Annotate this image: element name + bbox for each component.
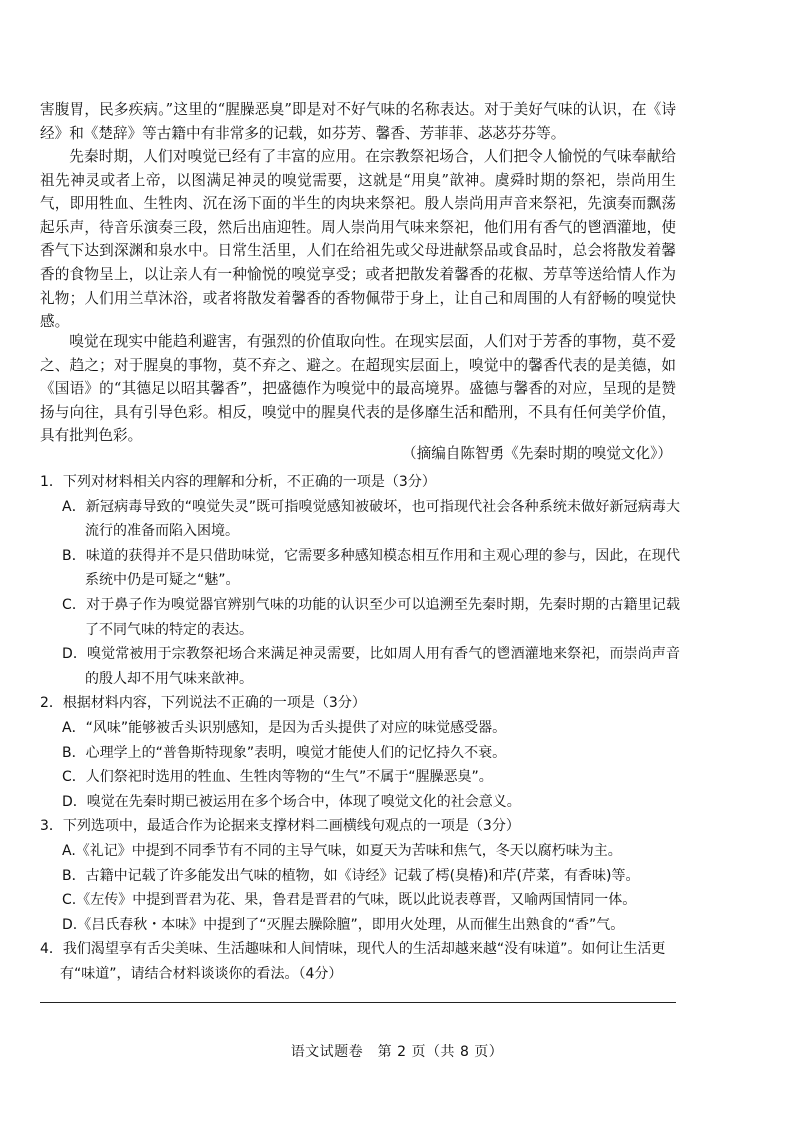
question-2-option-b: B．心理学上的“普鲁斯特现象”表明，嗅觉才能使人们的记忆持久不衰。 xyxy=(62,744,507,761)
question-4 xyxy=(40,937,680,986)
footer-divider xyxy=(40,1002,676,1003)
passage-paragraph-1: 害腹胃，民多疾病。”这里的“腥臊恶臭”即是对不好气味的名称表达。对于美好气味的认识，在《诗经》和《楚辞》等古籍中有非常多的记载，如芬芳、馨香、芳菲菲、苾苾芬芬等。 xyxy=(40,101,676,142)
question-1-title: 1．下列对材料相关内容的理解和分析，不正确的一项是（3分） xyxy=(40,474,436,490)
question-3 xyxy=(40,814,680,937)
question-2-option-c: C．人们祭祀时选用的牲血、生牲肉等物的“生气”不属于“腥臊恶臭”。 xyxy=(62,769,493,786)
question-1-option-c: C．对于鼻子作为嗅觉器官辨别气味的功能的认识至少可以追溯至先秦时期，先秦时期的古籍里记载了不同气味的特定的表达。 xyxy=(62,596,680,638)
question-1-option-d: D．嗅觉常被用于宗教祭祀场合来满足神灵需要，比如周人用有香气的鬯酒灌地来祭祀，而崇尚声音的殷人却不用气味来歆神。 xyxy=(62,646,680,687)
question-3-option-a: A.《礼记》中提到不同季节有不同的主导气味，如夏天为苦味和焦气，冬天以腐朽味为主。 xyxy=(62,842,622,859)
question-2 xyxy=(40,691,680,814)
question-2-title: 2．根据材料内容，下列说法不正确的一项是（3分） xyxy=(40,695,366,712)
question-3-title: 3．下列选项中，最适合作为论据来支撑材料二画横线句观点的一项是（3分） xyxy=(40,818,520,835)
question-3-option-c: C.《左传》中提到晋君为花、果，鲁君是晋君的气味，既以此说表尊晋，又喻两国情同一体。 xyxy=(62,892,637,909)
page-footer: 语文试题卷 第 2 页（共 8 页） xyxy=(290,1044,504,1060)
passage-paragraph-3: 嗅觉在现实中能趋利避害，有强烈的价值取向性。在现实层面，人们对于芳香的事物，莫不爱之、趋之；对于腥臭的事物，莫不弃之、避之。在超现实层面上，嗅觉中的馨香代表的是美德，如《国语》的“其德足以昭其馨香”，把盛德作为嗅觉中的最高境界。盛德与馨香的对应，呈现的是赞扬与向往，具有引导色彩。相反，嗅觉中的腥臭代表的是侈靡生活和酷刑，不具有任何美学价值，具有批判色彩。 xyxy=(40,333,676,445)
question-4-title: 4．我们渴望享有舌尖美味、生活趣味和人间情味，现代人的生活却越来越“没有味道”。如何让生活更有“味道”，请结合材料谈谈你的看法。（4分） xyxy=(40,941,666,982)
passage-paragraph-2: 先秦时期，人们对嗅觉已经有了丰富的应用。在宗教祭祀场合，人们把令人愉悦的气味奉献给祖先神灵或者上帝，以图满足神灵的嗅觉需要，这就是“用臭”歆神。虞舜时期的祭祀，崇尚用生气，即用牲血、生牲肉、沉在汤下面的半生的肉块来祭祀。殷人崇尚用声音来祭祀，先演奏而飘荡起乐声，待音乐演奏三段，然后出庙迎牲。周人崇尚用气味来祭祀，他们用有香气的鬯酒灌地，使香气下达到深渊和泉水中。日常生活里，人们在给祖先或父母进献祭品或食品时，总会将散发着馨香的食物呈上，以让亲人有一种愉悦的嗅觉享受；或者把散发着馨香的花椒、芳草等送给情人作为礼物；人们用兰草沐浴，或者将散发着馨香的香物佩带于身上，让自己和周围的人有舒畅的嗅觉快感。 xyxy=(40,148,676,331)
questions-section xyxy=(40,470,680,986)
passage-source: （摘编自陈智勇《先秦时期的嗅觉文化》） xyxy=(402,445,672,462)
question-1-option-b: B．味道的获得并不是只借助味觉，它需要多种感知模态相互作用和主观心理的参与，因此，在现代系统中仍是可疑之“魅”。 xyxy=(62,547,680,589)
question-1-option-a: A．新冠病毒导致的“嗅觉失灵”既可指嗅觉感知被破坏，也可指现代社会各种系统未做好新冠病毒大流行的准备而陷入困境。 xyxy=(62,498,680,540)
question-3-option-b: B．古籍中记载了许多能发出气味的植物，如《诗经》记载了樗(臭椿)和芹(芹菜，有香味)等。 xyxy=(62,867,640,884)
question-2-option-a: A．“风味”能够被舌头识别感知，是因为舌头提供了对应的味觉感受器。 xyxy=(62,719,507,736)
question-1 xyxy=(40,470,680,691)
question-2-option-d: D．嗅觉在先秦时期已被运用在多个场合中，体现了嗅觉文化的社会意义。 xyxy=(62,793,521,810)
question-3-option-d: D.《吕氏春秋・本味》中提到了“灭腥去臊除膻”，即用火处理，从而催生出熟食的“香”气。 xyxy=(62,916,625,933)
